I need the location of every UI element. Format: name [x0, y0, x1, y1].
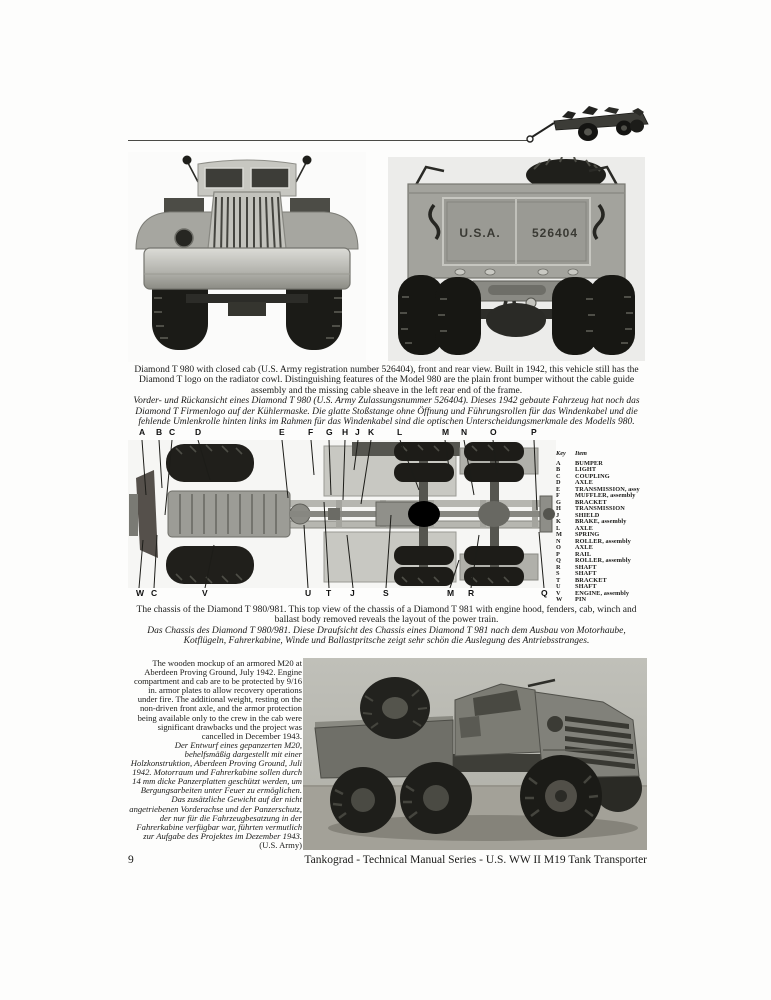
parts-key-row: F MUFFLER, assembly: [556, 492, 636, 499]
callout-letter: J: [355, 427, 360, 437]
parts-key-row: R SHAFT: [556, 563, 597, 571]
windshield-left: [205, 168, 243, 188]
parts-key: [556, 451, 664, 604]
callout-letter: H: [342, 427, 349, 437]
m20-paragraph: [128, 659, 302, 850]
parts-key-row: Q ROLLER, assembly: [556, 557, 631, 564]
parts-key-row: C COUPLING: [556, 472, 610, 480]
callout-letter: D: [195, 427, 202, 437]
chassis-figure: [128, 427, 556, 601]
chassis-letters-bottom: [128, 588, 556, 601]
photo-front-view: [128, 152, 366, 362]
front-bumper: [144, 248, 350, 289]
callout-letter: M: [447, 588, 455, 598]
caption-english: The chassis of the Diamond T 980/981. This top view of the chassis of a Diamond T 981 with engine hood, fenders, cab, winch and ballast body removed reveals the layout of the power train.: [136, 605, 637, 626]
callout-letter: M: [442, 427, 450, 437]
callout-letter: U: [305, 588, 312, 598]
callout-letter: F: [308, 427, 314, 437]
parts-key-row: P RAIL: [556, 550, 592, 558]
page-footer: [128, 854, 647, 866]
parts-key-row: V ENGINE, assembly: [556, 589, 630, 597]
callout-letter: P: [531, 427, 537, 437]
caption-german: Das Chassis des Diamond T 980/981. Diese Draufsicht des Chassis eines Diamond T 981 nach dem Ausbau von Motorhaube, Kotflügeln, Fahrerkabine, Winde und Ballastpritsche zeigt sehr schön die Auslegung des Antriebsstranges.: [147, 625, 626, 647]
callout-letter: B: [156, 427, 163, 437]
headlight: [175, 229, 193, 247]
callout-letter: J: [350, 588, 355, 598]
callout-letter: W: [136, 588, 145, 598]
callout-letter: S: [383, 588, 389, 598]
chassis-letters-top: [128, 427, 556, 440]
callout-letter: C: [169, 427, 176, 437]
callout-letter: R: [468, 588, 475, 598]
marking-registration: 526404: [531, 226, 579, 240]
parts-key-row: T BRACKET: [556, 576, 607, 584]
caption-chassis: [128, 605, 645, 647]
marking-usa: U.S.A.: [459, 226, 501, 240]
callout-letter: A: [139, 427, 146, 437]
photo-m20-mockup: [303, 658, 647, 850]
caption-english: Diamond T 980 with closed cab (U.S. Army registration number 526404), front and rear view. Built in 1942, this vehicle still has the Diamond T logo on the radiator cowl. Distinguishing features of the Model 980 are the plain front bumper without the cable guide assembly and the missing cable sheave in the left rear end of the frame.: [134, 365, 639, 396]
callout-letter: Q: [541, 588, 548, 598]
parts-key-row: M SPRING: [556, 531, 600, 538]
callout-letter: N: [461, 427, 468, 437]
callout-letter: O: [490, 427, 497, 437]
callout-letter: G: [326, 427, 333, 437]
callout-letter: E: [279, 427, 285, 437]
photo-rear-view: [388, 157, 645, 361]
photo-credit: (U.S. Army): [259, 839, 302, 850]
parts-key-row: U SHAFT: [556, 583, 597, 590]
parts-key-row: D AXLE: [556, 479, 593, 486]
parts-key-row: W PIN: [556, 596, 587, 603]
header-rule: [128, 140, 528, 141]
parts-key-row: S SHAFT: [556, 570, 597, 577]
parts-key-row: H TRANSMISSION: [556, 505, 625, 512]
diff-2: [478, 501, 510, 527]
photo-chassis-top-view: [128, 440, 556, 588]
parts-key-header: Key Item: [556, 450, 587, 457]
parts-key-row: K BRAKE, assembly: [556, 518, 627, 525]
diff-1: [408, 501, 440, 527]
headlight: [547, 716, 563, 732]
callout-letter: T: [326, 588, 332, 598]
parts-key-row: B LIGHT: [556, 466, 597, 473]
callout-letter: V: [202, 588, 208, 598]
trailer-illustration: [524, 99, 654, 146]
footer-series-title: Tankograd - Technical Manual Series - U.S. WW II M19 Tank Transporter: [304, 854, 647, 866]
parts-key-row: O AXLE: [556, 544, 593, 551]
parts-key-row: E TRANSMISSION, assy: [556, 485, 640, 493]
callout-letter: K: [368, 427, 375, 437]
caption-top-photos: [128, 365, 645, 427]
page-number: 9: [128, 854, 134, 866]
parts-key-row: G BRACKET: [556, 498, 607, 506]
m20-text-english: The wooden mockup of an armored M20 at Aberdeen Proving Ground, July 1942. Engine compartment and cab are to be protected by 9/16 in. armor plates to allow recovery operations under fire. The additional weight, resting on the non-driven front axle, and the armor protection being available only to the crew in the cab were significant drawbacks und the project was cancelled in December 1943.: [134, 658, 302, 741]
parts-key-row: L AXLE: [556, 524, 593, 532]
parts-key-row: N ROLLER, assembly: [556, 537, 631, 545]
windshield-right: [251, 168, 289, 188]
differential: [486, 303, 546, 337]
m20-text-german: Der Entwurf eines gepanzerten M20, behelfsmäßig dargestellt mit einer Holzkonstruktion, Aberdeen Proving Ground, Juli 1942. Motorraum und Fahrerkabine sollen durch 14 mm dicke Panzerplatten geschützt werden, um Bergungsarbeiten unter Feuer zu ermöglichen. Das zusätzliche Gewicht auf der nicht angetriebenen Vorderachse und der Panzerschutz, der nur für die Fahrzeugbesatzung in der Fahrerkabine verfügbar war, führten vermutlich zur Aufgabe des Projektes im Dezember 1943. (U.S. Army): [129, 739, 302, 850]
parts-key-row: J SHIELD: [556, 511, 600, 519]
callout-letter: L: [397, 427, 403, 437]
callout-letter: C: [151, 588, 158, 598]
caption-german: Vorder- und Rückansicht eines Diamond T 980 (U.S. Army Zulassungsnummer 526404). Dieses 1942 gebaute Fahrzeug hat noch das Diamond T Firmenlogo auf der Kühlermaske. Die glatte Stoßstange ohne Öffnung und Führungsrollen für das Windenkabel und die fehlende Umlenkrolle hinten links im Rahmen für das Windenkabel sind die optischen Unterscheidungsmerkmale des Modells 980.: [133, 396, 640, 428]
parts-key-row: A BUMPER: [556, 459, 603, 467]
